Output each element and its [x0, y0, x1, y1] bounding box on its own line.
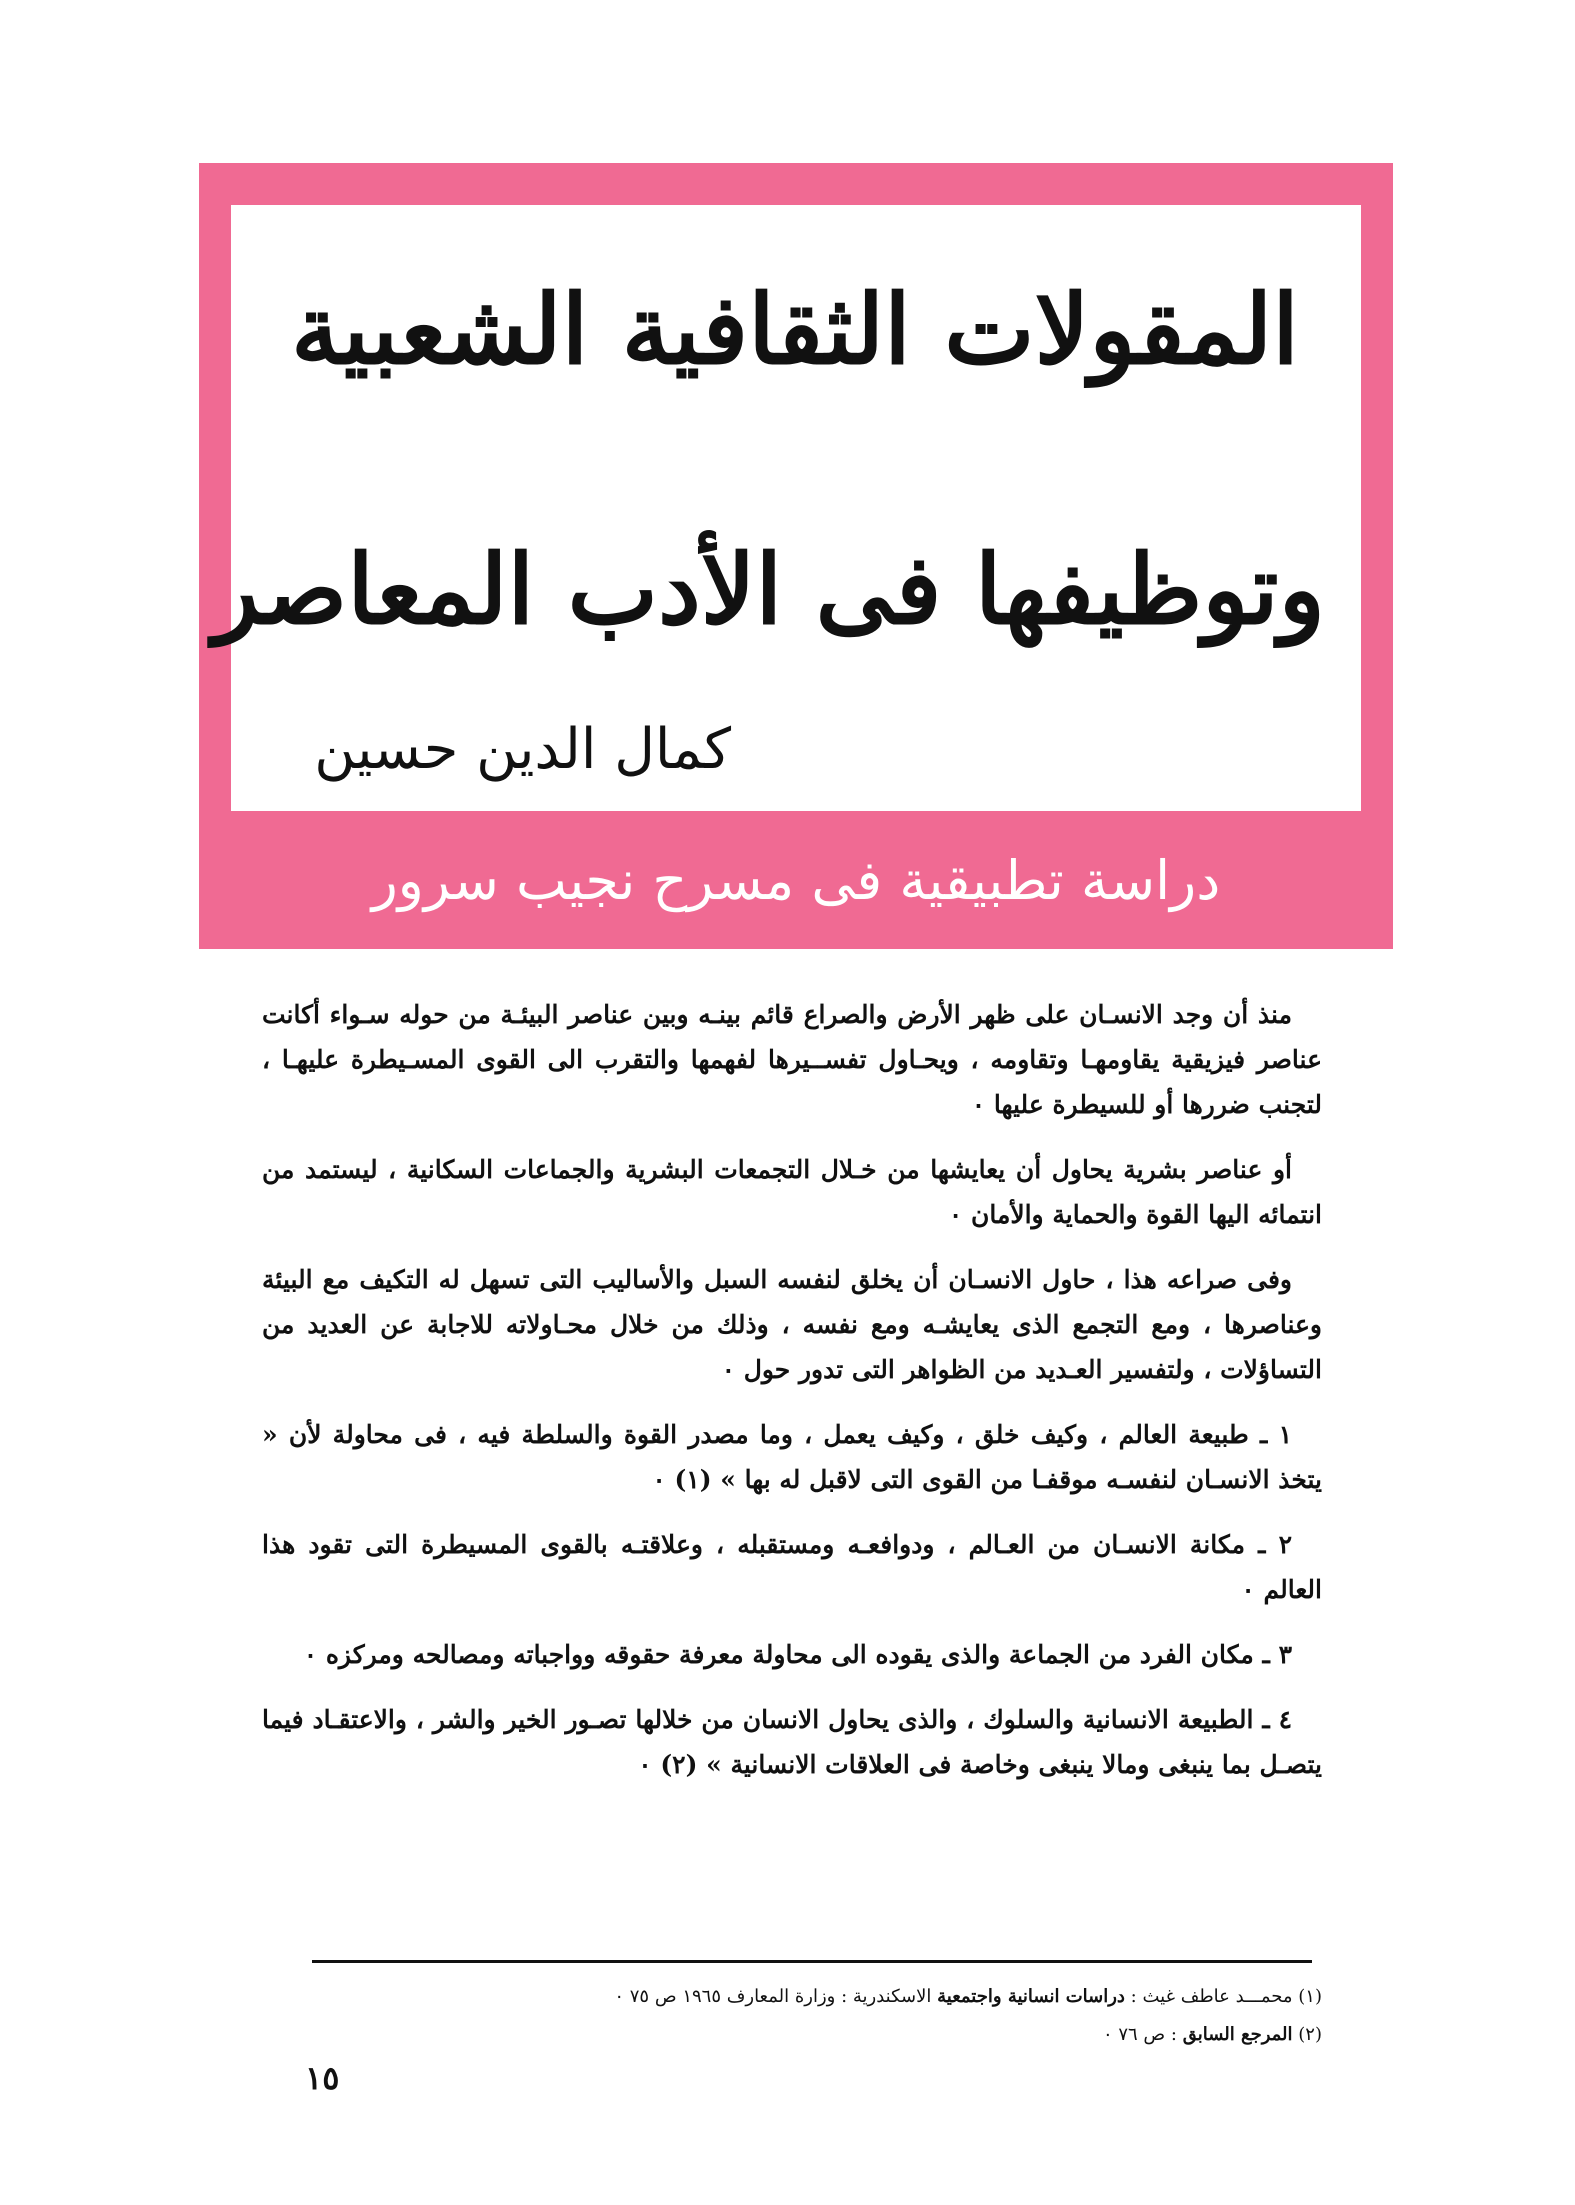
footnote-1	[262, 1978, 1322, 2016]
list-item-2: ٢ ـ مكانة الانسـان من العـالم ، ودوافعـه ومستقبله ، وعلاقتـه بالقوى المسيطرة التى تقود هذا العالم ٠	[262, 1530, 1322, 1604]
footnote-1-suffix: الاسكندرية : وزارة المعارف ١٩٦٥ ص ٧٥ ٠	[614, 1986, 938, 2007]
title-frame	[199, 163, 1393, 949]
footnote-2-prefix: (٢)	[1292, 2024, 1322, 2045]
footnote-1-title: دراسات انسانية واجتمعية	[937, 1986, 1125, 2007]
list-item-3: ٣ ـ مكان الفرد من الجماعة والذى يقوده الى محاولة معرفة حقوقه وواجباته ومصالحه ومركزه ٠	[303, 1640, 1292, 1669]
paragraph: أو عناصر بشرية يحاول أن يعايشها من خـلال التجمعات البشرية والجماعات السكانية ، ليستمد من انتمائه اليها القوة والحماية والأمان ٠	[262, 1155, 1322, 1229]
list-item-1: ١ ـ طبيعة العالم ، وكيف خلق ، وكيف يعمل ، وما مصدر القوة والسلطة فيه ، فى محاولة لأن « يتخذ الانسـان لنفسـه موقفـا من القوى التى لاقبل له بها » (١) ٠	[262, 1420, 1322, 1494]
footnote-2	[262, 2016, 1322, 2054]
footnote-2-suffix: : ص ٧٦ ٠	[1102, 2024, 1183, 2045]
paragraph: وفى صراعه هذا ، حاول الانسـان أن يخلق لنفسه السبل والأساليب التى تسهل له التكيف مع البيئة وعناصرها ، ومع التجمع الذى يعايشـه ومع نفسه ، وذلك من خلال محـاولاته للاجابة عن العديد من التساؤلات ، ولتفسير العـديد من الظواهر التى تدور حول ٠	[262, 1265, 1322, 1384]
title-line-1: المقولات الثقافية الشعبية	[291, 273, 1299, 386]
title-line-2: وتوظيفها فى الأدب المعاصر	[212, 533, 1325, 646]
footnote-1-prefix: (١) محمـــد عاطف غيث :	[1124, 1986, 1322, 2007]
paragraph: منذ أن وجد الانسـان على ظهر الأرض والصراع قائم بينـه وبين عناصر البيئـة من حوله سـواء أكانت عناصر فيزيقية يقاومهـا وتقاومه ، ويحـاول تفســيرها لفهمها والتقرب الى القوى المسـيطرة عليهـا ، لتجنب ضررها أو للسيطرة عليها ٠	[262, 1000, 1322, 1119]
footnote-divider	[312, 1960, 1312, 1963]
title-panel	[212, 205, 1361, 811]
page-number: ١٥	[305, 2059, 340, 2097]
author-name: كمال الدين حسين	[314, 717, 731, 782]
list-item-4: ٤ ـ الطبيعة الانسانية والسلوك ، والذى يحاول الانسان من خلالها تصـور الخير والشر ، والاعتقـاد فيما يتصـل بما ينبغى ومالا ينبغى وخاصة فى العلاقات الانسانية » (٢) ٠	[262, 1705, 1322, 1779]
body-text	[262, 992, 1322, 1807]
footnotes	[262, 1978, 1322, 2054]
subtitle: دراسة تطبيقية فى مسرح نجيب سرور	[371, 849, 1221, 912]
footnote-2-title: المرجع السابق	[1182, 2024, 1293, 2045]
